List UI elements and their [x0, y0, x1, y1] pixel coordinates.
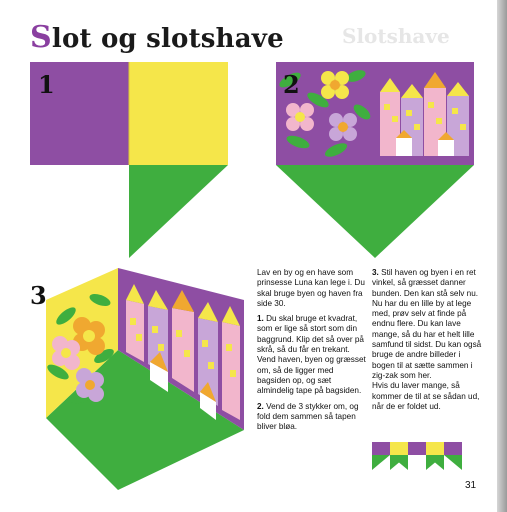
- step3-number: 3: [30, 281, 47, 310]
- intro-paragraph: Lav en by og en have som prinsesse Luna kan lege i. Du skal bruge byen og haven fra side 30.: [257, 268, 365, 308]
- instructions-column-left: [257, 268, 367, 437]
- step1-illustration: [30, 62, 228, 258]
- page-number: 31: [465, 480, 477, 491]
- step2-paragraph: [257, 402, 367, 433]
- step3-flower-lilac: [76, 368, 104, 402]
- step1-yellow-square: [129, 62, 228, 165]
- step3-text: Stil haven og byen i en ret vinkel, så græsset danner bunden. Den kan stå selv nu. Nu har du en lille by at lege med, prøv selv at finde på endnu flere. Du kan lave mange, så du har et helt lille samfund til sidst. Du kan også bruge de andre billeder i bogen til at sætte sammen i zig-zak som her.: [372, 268, 482, 380]
- step1-text: Du skal bruge et kvadrat, som er lige så stort som din baggrund. Klip det så over på skrå, så du får en trekant. Vend haven, byen og græsset om, så de ligger med bagsiden op, og sæt almindelig tape på bagsiden.: [257, 314, 366, 396]
- step2-label: 2.: [257, 401, 264, 411]
- step1-green-triangle: [129, 165, 228, 258]
- step2-green-right-triangle: [375, 165, 474, 258]
- step3-label: 3.: [372, 268, 379, 277]
- step2-illustration: [276, 62, 474, 258]
- step2-green-left-triangle: [276, 165, 375, 258]
- page-title-rest: lot og slotshave: [51, 24, 284, 54]
- book-gutter: [497, 0, 507, 512]
- instructions-column-right: [372, 268, 484, 417]
- step1-number: 1: [38, 70, 55, 99]
- step2-text: Vend de 3 stykker om, og fold dem sammen så tapen bliver bløa.: [257, 401, 359, 432]
- zigzag-strip-illustration: [372, 442, 462, 470]
- step1-label: 1.: [257, 314, 264, 324]
- step3-flower-pink: [52, 336, 80, 370]
- step1-paragraph: [257, 314, 367, 396]
- step2-number: 2: [283, 70, 300, 99]
- step3-extra-paragraph: Hvis du laver mange, så kommer de til at se sådan ud, når de er foldet ud.: [372, 381, 480, 411]
- page-title: Slot og slotshave: [30, 20, 284, 55]
- ghost-title-showthrough: Slotshave: [342, 24, 450, 48]
- step3-illustration: [30, 268, 244, 490]
- step3-paragraph: [372, 268, 484, 381]
